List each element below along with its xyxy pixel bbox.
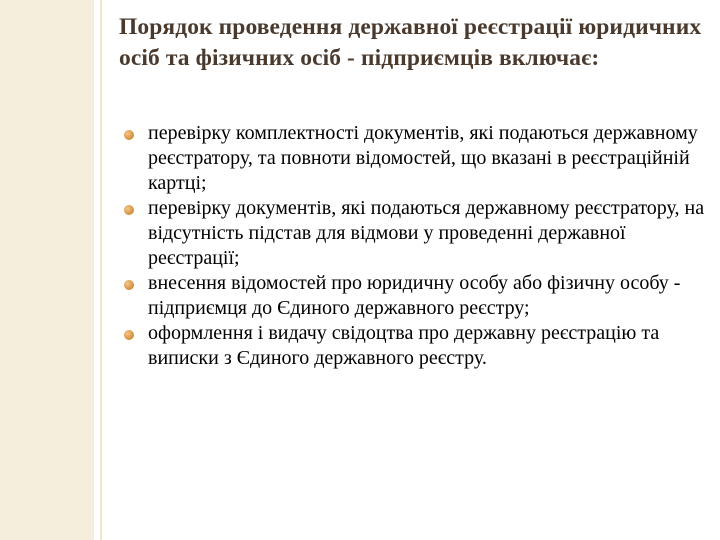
bullet-item-4 <box>120 321 705 371</box>
bullet-text: внесення відомостей про юридичну особу або фізичну особу - підприємця до Єдиного державного реєстру; <box>148 272 681 319</box>
slide-title: Порядок проведення державної реєстрації юридичних осіб та фізичних осіб - підприємців включає: <box>119 14 702 71</box>
bullet-dot-icon <box>124 280 134 290</box>
bullet-item-3 <box>120 271 705 321</box>
bullet-text: перевірку документів, які подаються державному реєстратору, на відсутність підстав для відмови у проведенні державної реєстрації; <box>148 197 705 269</box>
bullet-dot-icon <box>124 330 134 340</box>
bullet-dot-icon <box>124 205 134 215</box>
bullet-list <box>120 121 705 371</box>
bullet-text: оформлення і видачу свідоцтва про державну реєстрацію та виписки з Єдиного державного реєстру. <box>148 322 660 369</box>
bullet-dot-icon <box>124 130 134 140</box>
bullet-item-1 <box>120 121 705 196</box>
bullet-item-2 <box>120 196 705 271</box>
bullet-text: перевірку комплектності документів, які подаються державному реєстратору, та повноти відомостей, що вказані в реєстраційній картці; <box>148 122 698 194</box>
side-decoration-line <box>100 0 102 540</box>
side-decoration-band <box>0 0 94 540</box>
